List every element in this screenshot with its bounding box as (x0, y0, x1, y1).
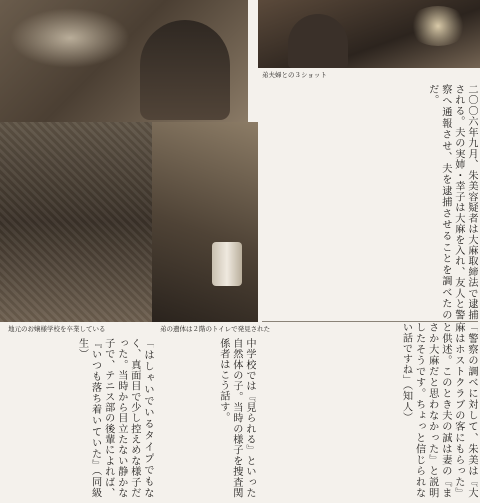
photo-cup (212, 242, 242, 286)
photo-texture (0, 122, 152, 322)
photo-lamp (408, 6, 468, 46)
caption-school: 地元のお嬢様学校を卒業している (8, 325, 106, 333)
photo-person (288, 14, 348, 68)
photo-school-portrait (0, 122, 152, 322)
divider-rule (262, 321, 478, 322)
article-column-1: 二〇〇六年九月、朱美容疑者は大麻取締法で逮捕される。夫の実姉・幸子は大麻を入れ、友人と警察へ通報させ、夫を逮捕させることを調べたのだ。 (426, 84, 477, 320)
photo-toilet-scene (152, 122, 258, 322)
photo-glare (10, 8, 130, 68)
article-column-3: 中学校では『見られる』といった自然体の子。当時の様子を捜査関係者はこう話す。 (217, 338, 255, 498)
caption-three-shot: 弟夫婦との３ショット (262, 71, 327, 79)
article-column-2: 「はしゃいでいるタイプでもなく、真面目で少し控えめな様子だった。当時から目立たない静かな子で、テニス部の後輩によれば、『いつも落ち着いていた』（同級生） (76, 338, 153, 498)
photo-couple-closeup (0, 0, 248, 122)
article-column-4: 「警察の調べに対して、朱美は『大麻はホストクラブの客にもらった』と供述。このとき夫の誠は妻の『まさか大麻だと思わなかった』と説明したそうです。ちょっと信じられない話ですね」（知人） (400, 322, 477, 498)
photo-figure (140, 20, 230, 120)
photo-three-shot (258, 0, 480, 68)
caption-body-found: 弟の遺体は２階のトイレで発見された (160, 325, 271, 333)
